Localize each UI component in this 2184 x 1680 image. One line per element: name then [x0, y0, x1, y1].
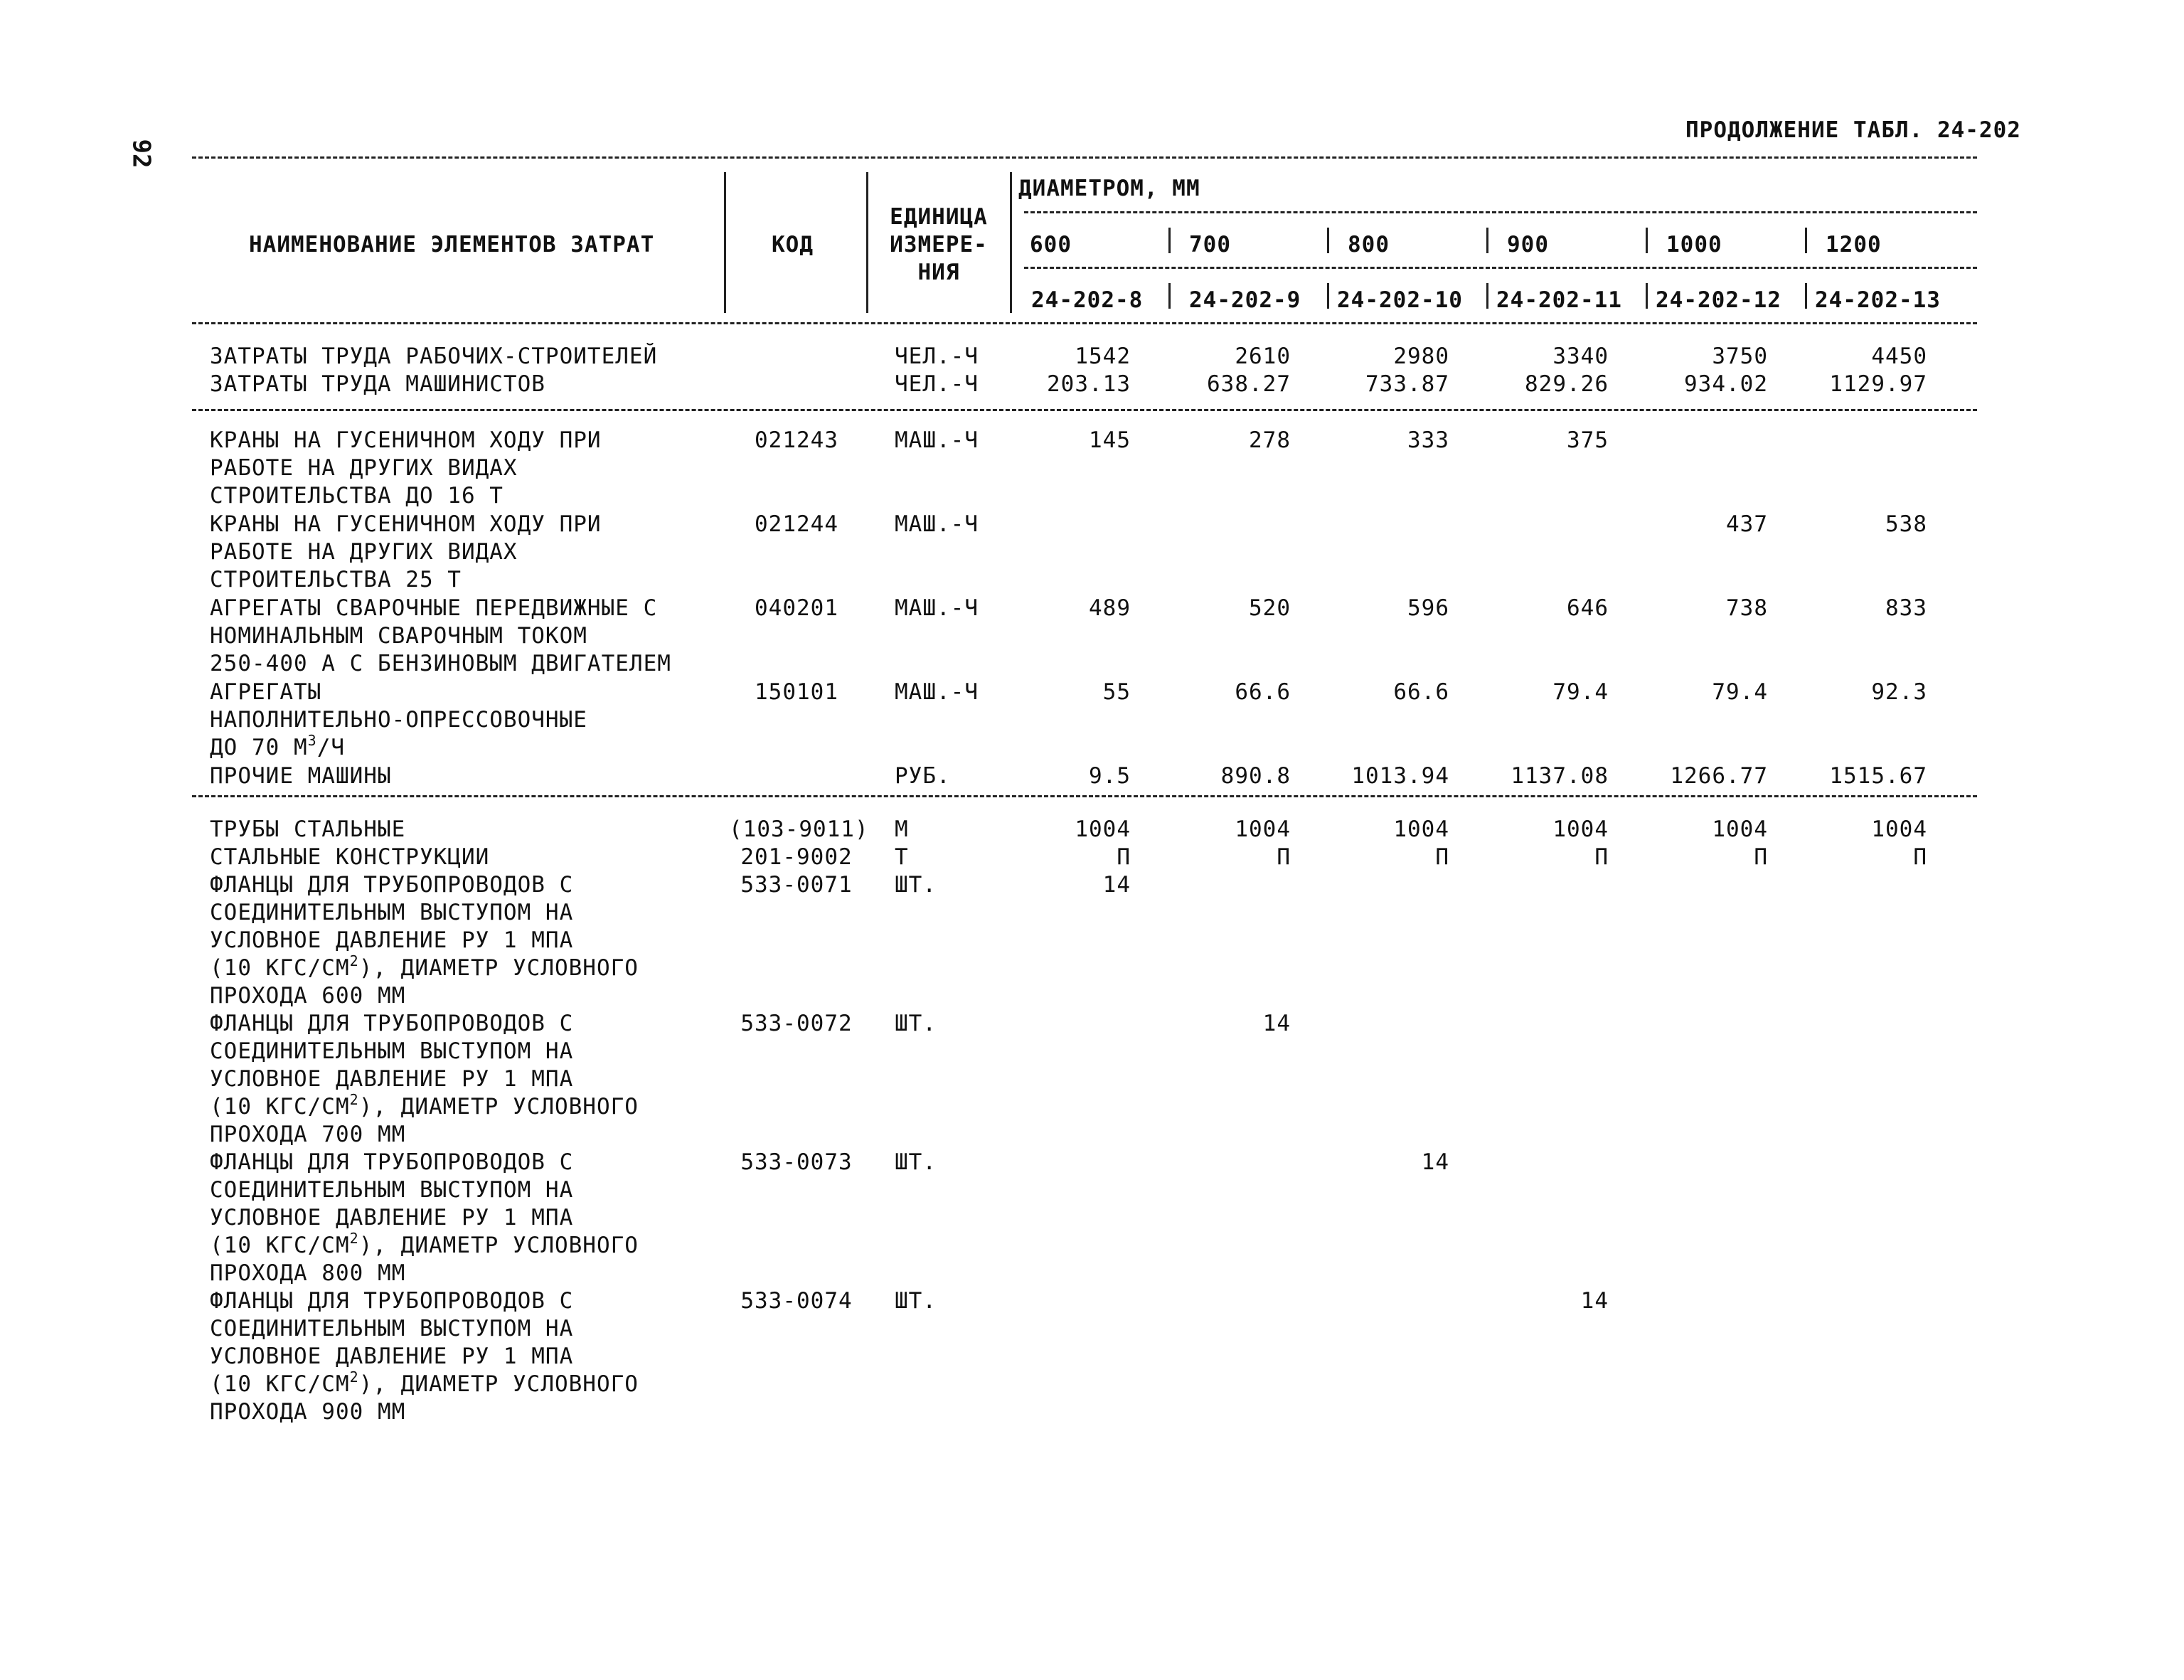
header-separator — [724, 172, 726, 313]
value-cell: 92.3 — [1871, 679, 1927, 705]
element-name: ЗАТРАТЫ ТРУДА РАБОЧИХ-СТРОИТЕЛЕЙ — [210, 344, 658, 369]
header-separator — [1646, 228, 1648, 253]
value-cell: 638.27 — [1207, 371, 1291, 397]
element-name-line: СТРОИТЕЛЬСТВА ДО 16 Т — [210, 483, 504, 509]
header-top-rule — [192, 156, 1977, 159]
table-code-header: 24-202-11 — [1496, 287, 1622, 313]
element-code: 201-9002 — [740, 844, 853, 870]
element-name-line: НАПОЛНИТЕЛЬНО-ОПРЕССОВОЧНЫЕ — [210, 707, 587, 733]
value-cell: 1542 — [1075, 344, 1131, 369]
element-name-line: АГРЕГАТЫ — [210, 679, 322, 705]
value-cell: 538 — [1885, 511, 1927, 537]
header-diameter: ДИАМЕТРОМ, ММ — [1018, 176, 1200, 201]
table-code-header: 24-202-9 — [1189, 287, 1301, 313]
value-cell: 1004 — [1235, 817, 1291, 842]
element-name-line: ПРОХОДА 600 ММ — [210, 983, 406, 1009]
header-separator — [1486, 283, 1488, 309]
element-name-line: ПРОХОДА 700 ММ — [210, 1122, 406, 1147]
value-cell: 66.6 — [1393, 679, 1449, 705]
element-unit: М — [895, 817, 909, 842]
value-cell: П — [1117, 844, 1131, 870]
element-name-line: (10 КГС/$СМ^2$), ДИАМЕТР УСЛОВНОГО — [210, 952, 639, 981]
value-cell: 2610 — [1235, 344, 1291, 369]
header-unit-line: НИЯ — [917, 260, 960, 285]
value-cell: 934.02 — [1684, 371, 1768, 397]
element-unit: ЧЕЛ.-Ч — [895, 344, 979, 369]
value-cell: 1137.08 — [1511, 763, 1609, 789]
element-name-line: УСЛОВНОЕ ДАВЛЕНИЕ РУ 1 МПА — [210, 927, 574, 953]
table-code-header: 24-202-12 — [1656, 287, 1781, 313]
element-unit: ШТ. — [895, 1149, 937, 1175]
element-code: 533-0071 — [740, 872, 853, 898]
header-separator — [1168, 283, 1171, 309]
value-cell: 1004 — [1552, 817, 1609, 842]
value-cell: 278 — [1249, 427, 1291, 453]
value-cell: 14 — [1262, 1011, 1291, 1036]
value-cell: 1129.97 — [1829, 371, 1927, 397]
value-cell: 1004 — [1712, 817, 1768, 842]
header-name: НАИМЕНОВАНИЕ ЭЛЕМЕНТОВ ЗАТРАТ — [249, 232, 655, 257]
diameter-header: 800 — [1348, 232, 1390, 257]
diameter-header: 700 — [1189, 232, 1231, 257]
element-code: 533-0073 — [740, 1149, 853, 1175]
value-cell: П — [1435, 844, 1449, 870]
element-name-line: ФЛАНЦЫ ДЛЯ ТРУБОПРОВОДОВ С — [210, 872, 574, 898]
value-cell: П — [1594, 844, 1609, 870]
machines-bottom-rule — [192, 795, 1977, 797]
element-name-line: СОЕДИНИТЕЛЬНЫМ ВЫСТУПОМ НА — [210, 1038, 574, 1064]
diameter-header: 1200 — [1826, 232, 1882, 257]
diameter-header: 1000 — [1666, 232, 1722, 257]
value-cell: 733.87 — [1365, 371, 1449, 397]
value-cell: 14 — [1580, 1288, 1609, 1314]
element-code: 533-0072 — [740, 1011, 853, 1036]
element-name-line: СОЕДИНИТЕЛЬНЫМ ВЫСТУПОМ НА — [210, 1316, 574, 1341]
element-name-line: СТРОИТЕЛЬСТВА 25 Т — [210, 567, 462, 592]
value-cell: 833 — [1885, 595, 1927, 621]
header-separator — [1327, 283, 1329, 309]
element-name-line: НОМИНАЛЬНЫМ СВАРОЧНЫМ ТОКОМ — [210, 623, 587, 649]
element-name: ЗАТРАТЫ ТРУДА МАШИНИСТОВ — [210, 371, 545, 397]
element-name-line: СОЕДИНИТЕЛЬНЫМ ВЫСТУПОМ НА — [210, 1177, 574, 1203]
element-name-line: 250-400 А С БЕНЗИНОВЫМ ДВИГАТЕЛЕМ — [210, 651, 671, 676]
header-unit-line: ЕДИНИЦА — [890, 204, 988, 230]
element-name-line: УСЛОВНОЕ ДАВЛЕНИЕ РУ 1 МПА — [210, 1205, 574, 1230]
value-cell: 333 — [1407, 427, 1449, 453]
value-cell: 3340 — [1552, 344, 1609, 369]
header-separator — [1486, 228, 1488, 253]
header-unit-line: ИЗМЕРЕ- — [890, 232, 988, 257]
element-code: 021244 — [755, 511, 838, 537]
value-cell: 14 — [1421, 1149, 1449, 1175]
element-name-line: ФЛАНЦЫ ДЛЯ ТРУБОПРОВОДОВ С — [210, 1149, 574, 1175]
element-name-line: КРАНЫ НА ГУСЕНИЧНОМ ХОДУ ПРИ — [210, 511, 602, 537]
element-unit: Т — [895, 844, 909, 870]
element-code: 150101 — [755, 679, 838, 705]
element-name-line: ДО 70 $М^3/Ч$ — [210, 732, 346, 760]
header-separator — [1327, 228, 1329, 253]
element-name-line: (10 КГС/$СМ^2$), ДИАМЕТР УСЛОВНОГО — [210, 1091, 639, 1120]
value-cell: 829.26 — [1525, 371, 1609, 397]
element-code: 040201 — [755, 595, 838, 621]
element-name-line: СТАЛЬНЫЕ КОНСТРУКЦИИ — [210, 844, 490, 870]
element-unit: ШТ. — [895, 1288, 937, 1314]
element-name-line: ФЛАНЦЫ ДЛЯ ТРУБОПРОВОДОВ С — [210, 1011, 574, 1036]
element-unit: ШТ. — [895, 1011, 937, 1036]
value-cell: 1266.77 — [1670, 763, 1768, 789]
value-cell: 2980 — [1393, 344, 1449, 369]
diameter-rule — [1024, 211, 1977, 213]
value-cell: П — [1754, 844, 1768, 870]
element-name-line: УСЛОВНОЕ ДАВЛЕНИЕ РУ 1 МПА — [210, 1344, 574, 1369]
table-code-header: 24-202-13 — [1815, 287, 1941, 313]
element-unit: ЧЕЛ.-Ч — [895, 371, 979, 397]
element-name-line: ПРОЧИЕ МАШИНЫ — [210, 763, 392, 789]
element-name-line: (10 КГС/$СМ^2$), ДИАМЕТР УСЛОВНОГО — [210, 1230, 639, 1258]
element-name-line: ПРОХОДА 900 ММ — [210, 1399, 406, 1425]
value-cell: 79.4 — [1712, 679, 1768, 705]
element-name-line: ФЛАНЦЫ ДЛЯ ТРУБОПРОВОДОВ С — [210, 1288, 574, 1314]
value-cell: П — [1277, 844, 1291, 870]
value-cell: 4450 — [1871, 344, 1927, 369]
table-code-header: 24-202-8 — [1031, 287, 1144, 313]
page-number: 92 — [127, 139, 156, 169]
element-name-line: (10 КГС/$СМ^2$), ДИАМЕТР УСЛОВНОГО — [210, 1368, 639, 1397]
value-cell: П — [1913, 844, 1927, 870]
value-cell: 375 — [1567, 427, 1609, 453]
value-cell: 738 — [1726, 595, 1768, 621]
element-name-line: УСЛОВНОЕ ДАВЛЕНИЕ РУ 1 МПА — [210, 1066, 574, 1092]
element-name-line: ТРУБЫ СТАЛЬНЫЕ — [210, 817, 406, 842]
value-cell: 1004 — [1075, 817, 1131, 842]
element-code: 533-0074 — [740, 1288, 853, 1314]
header-separator — [1805, 228, 1807, 253]
element-unit: МАШ.-Ч — [895, 511, 979, 537]
element-name-line: РАБОТЕ НА ДРУГИХ ВИДАХ — [210, 539, 518, 565]
value-cell: 1004 — [1871, 817, 1927, 842]
value-cell: 79.4 — [1552, 679, 1609, 705]
element-unit: МАШ.-Ч — [895, 679, 979, 705]
element-code: 021243 — [755, 427, 838, 453]
value-cell: 489 — [1089, 595, 1131, 621]
value-cell: 14 — [1102, 872, 1131, 898]
element-unit: МАШ.-Ч — [895, 595, 979, 621]
element-code: (103-9011) — [729, 817, 869, 842]
diameter-header: 600 — [1030, 232, 1072, 257]
element-unit: МАШ.-Ч — [895, 427, 979, 453]
table-code-header: 24-202-10 — [1337, 287, 1463, 313]
value-cell: 3750 — [1712, 344, 1768, 369]
element-name-line: СОЕДИНИТЕЛЬНЫМ ВЫСТУПОМ НА — [210, 900, 574, 925]
diameter-header: 900 — [1507, 232, 1549, 257]
value-cell: 1515.67 — [1829, 763, 1927, 789]
element-name-line: РАБОТЕ НА ДРУГИХ ВИДАХ — [210, 455, 518, 481]
value-cell: 596 — [1407, 595, 1449, 621]
value-cell: 520 — [1249, 595, 1291, 621]
value-cell: 1004 — [1393, 817, 1449, 842]
value-cell: 437 — [1726, 511, 1768, 537]
header-separator — [1646, 283, 1648, 309]
value-cell: 646 — [1567, 595, 1609, 621]
value-cell: 55 — [1102, 679, 1131, 705]
header-separator — [1010, 172, 1012, 313]
element-name-line: КРАНЫ НА ГУСЕНИЧНОМ ХОДУ ПРИ — [210, 427, 602, 453]
element-name-line: АГРЕГАТЫ СВАРОЧНЫЕ ПЕРЕДВИЖНЫЕ С — [210, 595, 658, 621]
value-cell: 66.6 — [1235, 679, 1291, 705]
value-cell: 1013.94 — [1351, 763, 1449, 789]
header-separator — [866, 172, 868, 313]
header-code: КОД — [772, 232, 814, 257]
value-cell: 145 — [1089, 427, 1131, 453]
element-unit: РУБ. — [895, 763, 951, 789]
codes-rule — [1024, 267, 1977, 269]
value-cell: 9.5 — [1089, 763, 1131, 789]
header-separator — [1805, 283, 1807, 309]
element-unit: ШТ. — [895, 872, 937, 898]
header-separator — [1168, 228, 1171, 253]
element-name-line: ПРОХОДА 800 ММ — [210, 1260, 406, 1286]
table-caption: ПРОДОЛЖЕНИЕ ТАБЛ. 24-202 — [1685, 117, 2021, 143]
value-cell: 890.8 — [1220, 763, 1291, 789]
value-cell: 203.13 — [1047, 371, 1131, 397]
labor-bottom-rule — [192, 409, 1977, 411]
header-bottom-rule — [192, 322, 1977, 324]
